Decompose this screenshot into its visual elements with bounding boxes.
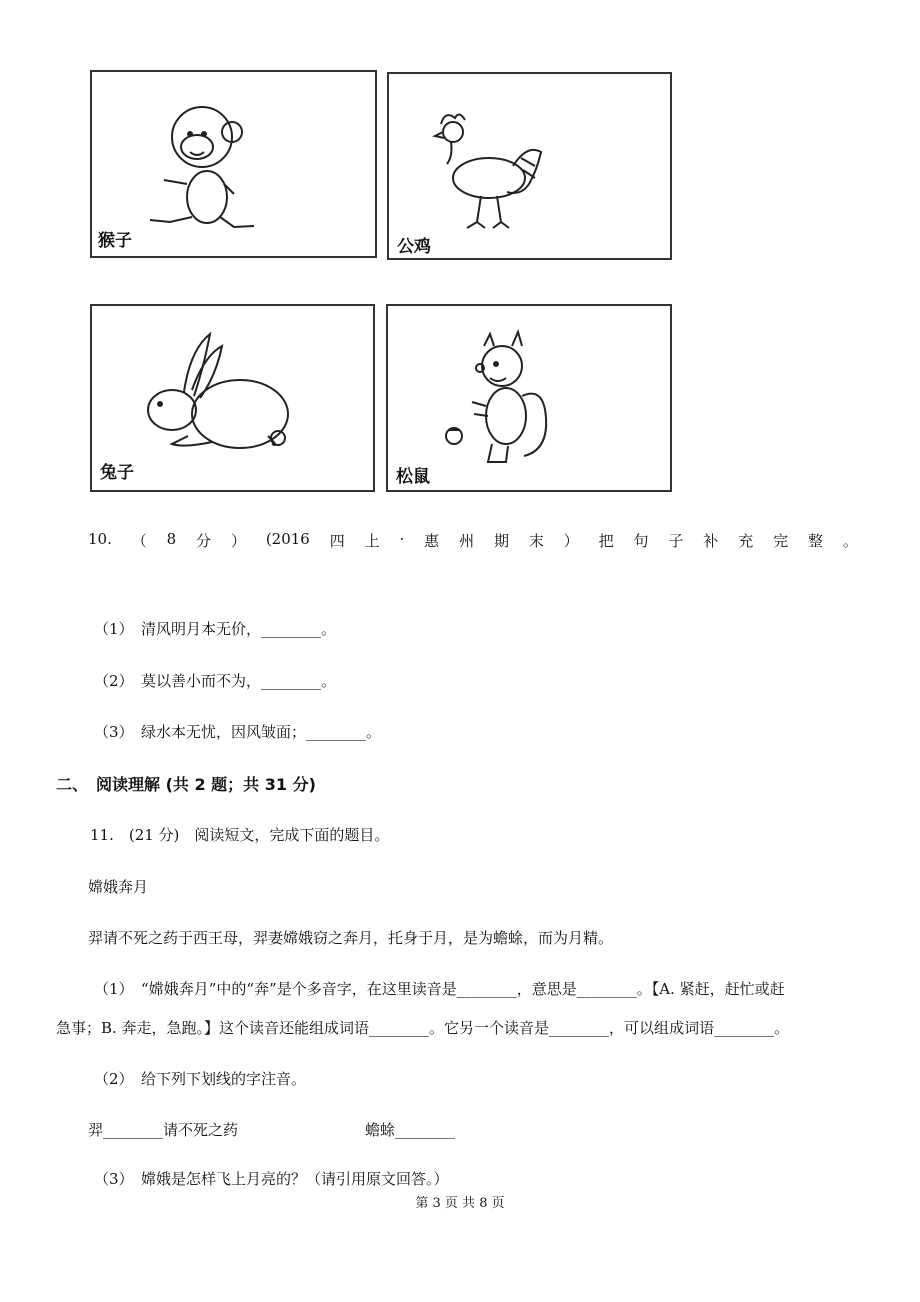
monkey-icon (92, 72, 375, 256)
question-11-sub1-line2: 急事；B. 奔走，急跑。】这个读音还能组成词语________。它另一个读音是________，可以组成词语________。 (56, 1019, 790, 1037)
section-2-title: 二、 阅读理解 (共 2 题；共 31 分) (56, 775, 316, 794)
picture-card-rabbit (90, 304, 375, 492)
heading-token: 末 (528, 532, 544, 550)
heading-token: 四 (329, 532, 345, 550)
question-11-sub2-a: 羿________请不死之药 (88, 1121, 239, 1139)
picture-card-squirrel (386, 304, 672, 492)
heading-token: 10. (88, 530, 112, 548)
heading-token: 上 (364, 532, 380, 550)
page-footer: 第 3 页 共 8 页 (415, 1196, 505, 1211)
question-10-item-1: （1） 清风明月本无价，________。 (94, 620, 337, 638)
heading-token: ） (563, 532, 579, 550)
card-label: 公鸡 (397, 237, 431, 257)
question-11-sub2-b: 蟾蜍________ (365, 1121, 456, 1139)
heading-token: 分 (196, 532, 212, 550)
question-10-heading (88, 530, 858, 551)
passage-text: 羿请不死之药于西王母，羿妻嫦娥窃之奔月，托身于月，是为蟾蜍，而为月精。 (88, 929, 614, 947)
question-10-item-2: （2） 莫以善小而不为，________。 (94, 672, 337, 690)
heading-token: （ (131, 532, 147, 550)
card-label: 兔子 (100, 463, 134, 483)
heading-token: 充 (738, 532, 754, 550)
heading-token: 把 (598, 532, 614, 550)
passage-title: 嫦娥奔月 (88, 878, 149, 896)
heading-token: 子 (668, 532, 684, 550)
question-11-sub1-line1: （1） “嫦娥奔月”中的“奔”是个多音字，在这里读音是________，意思是________。【A. 紧赶，赶忙或赶 (94, 980, 785, 998)
question-10-item-3: （3） 绿水本无忧，因风皱面；________。 (94, 723, 382, 741)
heading-token: 。 (842, 532, 858, 550)
heading-token: 句 (633, 532, 649, 550)
heading-token: 期 (493, 532, 509, 550)
heading-token: 惠 (424, 532, 440, 550)
card-label: 松鼠 (396, 467, 430, 487)
question-11-heading: 11. (21 分) 阅读短文，完成下面的题目。 (90, 826, 390, 844)
heading-token: · (399, 530, 405, 548)
picture-card-rooster (387, 72, 672, 260)
heading-token: 完 (773, 532, 789, 550)
heading-token: 8 (166, 530, 177, 548)
question-11-sub2: （2） 给下列下划线的字注音。 (94, 1070, 307, 1088)
heading-token: 州 (459, 532, 475, 550)
heading-token: (2016 (265, 530, 310, 548)
squirrel-icon (388, 306, 670, 490)
heading-token: 补 (703, 532, 719, 550)
card-label: 猴子 (98, 231, 132, 251)
picture-card-monkey (90, 70, 377, 258)
rabbit-icon (92, 306, 373, 490)
question-11-sub3: （3） 嫦娥是怎样飞上月亮的？（请引用原文回答。） (94, 1170, 449, 1188)
heading-token: 整 (807, 532, 823, 550)
heading-token: ） (230, 532, 246, 550)
rooster-icon (389, 74, 670, 258)
